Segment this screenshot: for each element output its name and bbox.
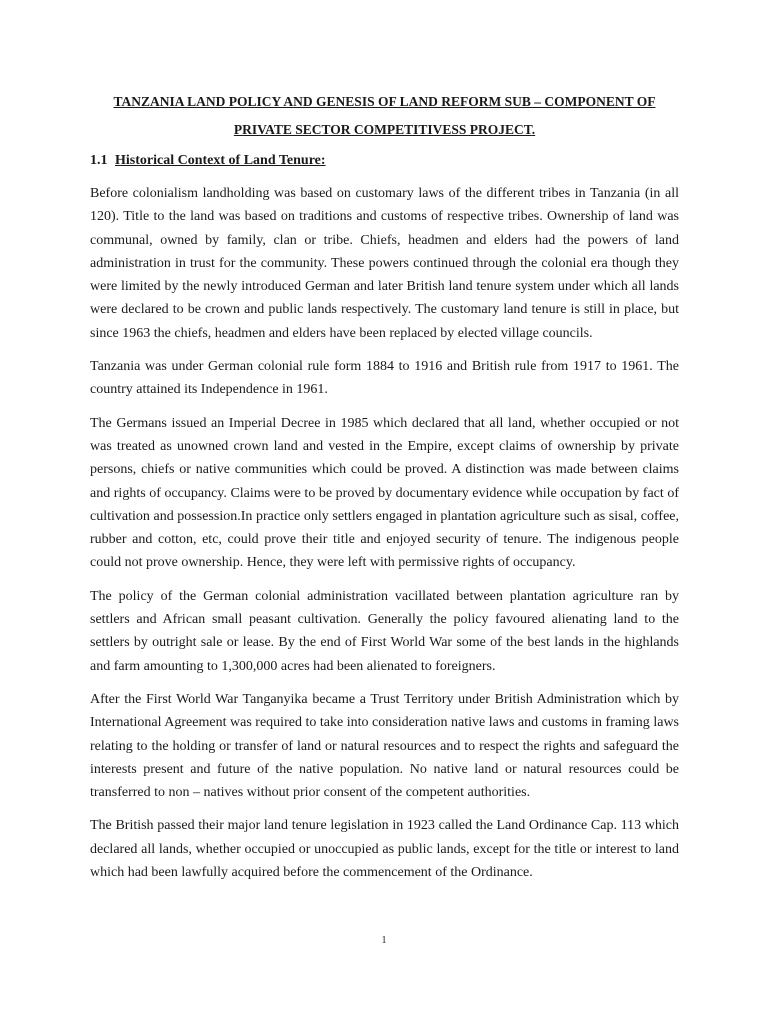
section-heading [90,150,679,172]
title-line-1: TANZANIA LAND POLICY AND GENESIS OF LAND REFORM SUB – COMPONENT OF [113,94,656,109]
paragraph: Tanzania was under German colonial rule form 1884 to 1916 and British rule from 1917 to 1961. The country attained its Independence in 1961. [90,359,679,398]
title-line-2-end: . [531,122,536,137]
paragraph: Before colonialism landholding was based on customary laws of the different tribes in Tanzania (in all 120). Title to the land was based on traditions and customs of respective tribes. Ownership of land was communal, owned by family, clan or tribe. Chiefs, headmen and elders had the powers of land administration in trust for the community. These powers continued through the colonial era though they were limited by the newly introduced German and later British land tenure system under which all lands were declared to be crown and public lands respectively. The customary land tenure is still in place, but since 1963 the chiefs, headmen and elders have been replaced by elected village councils. [90,186,679,341]
section-number: 1.1 [90,153,108,168]
paragraph: The policy of the German colonial administration vacillated between plantation agriculture ran by settlers and African small peasant cultivation. Generally the policy favoured alienating land to the settlers by outright sale or lease. By the end of First World War some of the best lands in the highlands and farm amounting to 1,300,000 acres had been alienated to foreigners. [90,588,679,674]
title-line-2-text: PRIVATE SECTOR COMPETITIVESS PROJECT [233,122,532,137]
paragraph: After the First World War Tanganyika became a Trust Territory under British Administration which by International Agreement was required to take into consideration native laws and customs in framing laws relating to the holding or transfer of land or natural resources and to respect the rights and safeguard the interests present and future of the native population. No native land or natural resources could be transferred to non – natives without prior consent of the competent authorities. [90,691,679,801]
section-title: Historical Context of Land Tenure: [115,153,326,168]
title-line-2 [90,116,679,144]
page-number: 1 [381,934,387,946]
document-page [90,88,679,894]
document-title [90,88,679,144]
paragraph: The Germans issued an Imperial Decree in 1985 which declared that all land, whether occupied or not was treated as unowned crown land and vested in the Empire, except claims of ownership by private persons, chiefs or native communities which could be proved. A distinction was made between claims and rights of occupancy. Claims were to be proved by documentary evidence while occupation by fact of cultivation and possession.In practice only settlers engaged in plantation agriculture such as sisal, coffee, rubber and cotton, etc, could prove their title and enjoyed security of tenure. The indigenous people could not prove ownership. Hence, they were left with permissive rights of occupancy. [90,415,679,571]
paragraph: The British passed their major land tenure legislation in 1923 called the Land Ordinance Cap. 113 which declared all lands, whether occupied or unoccupied as public lands, except for the title or interest to land which had been lawfully acquired before the commencement of the Ordinance. [90,818,679,881]
